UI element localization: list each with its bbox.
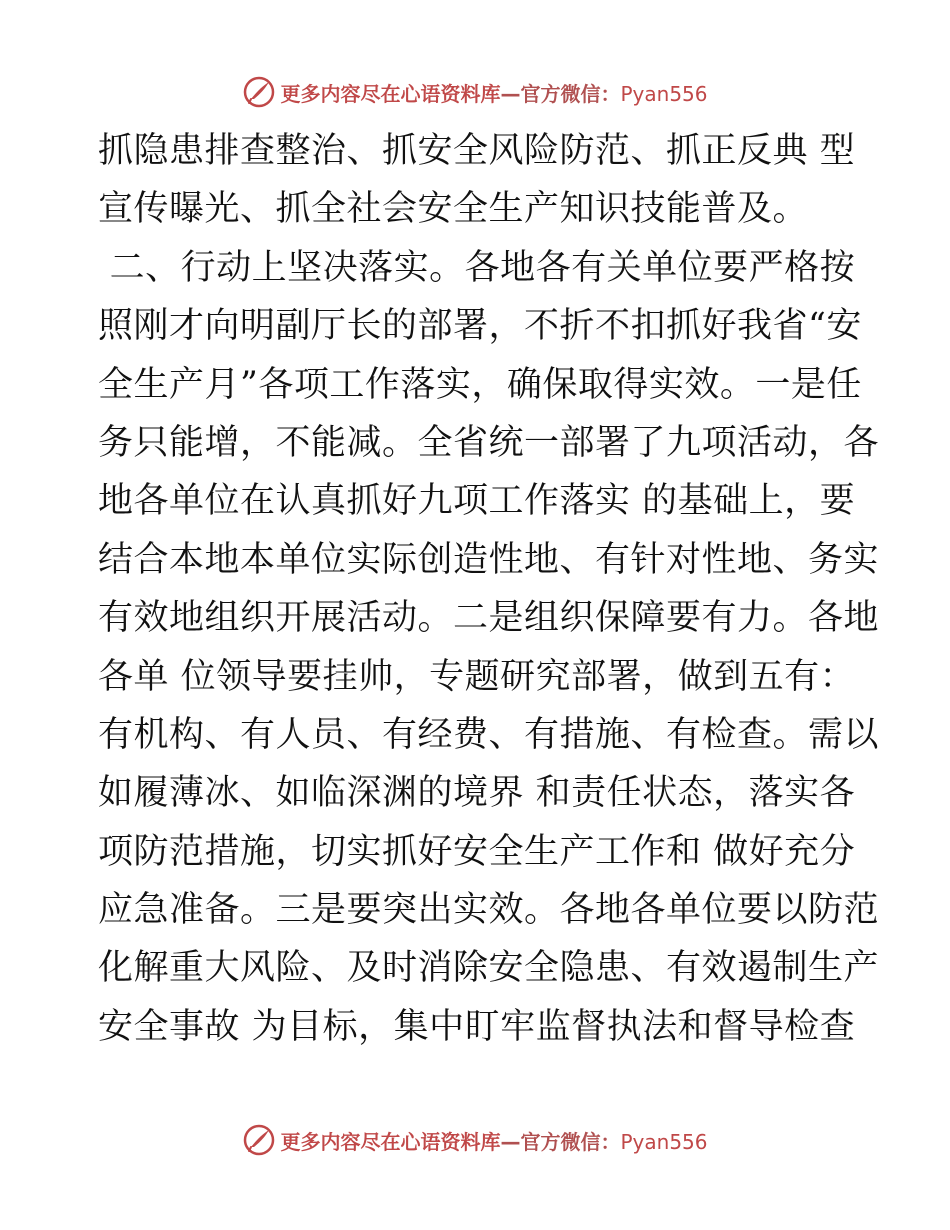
body-line: 抓隐患排查整治、抓安全风险防范、抓正反典 型 [98, 131, 856, 171]
header-banner-main: 更多内容尽在心语资料库 [280, 81, 501, 106]
footer-banner-text [280, 1126, 707, 1155]
footer-banner-sub: —官方微信： [500, 1129, 621, 1154]
body-line: 有效地组织开展活动。二是组织保障要有力。各地 [98, 598, 880, 639]
quill-logo-icon [242, 1123, 276, 1157]
body-line: 项防范措施，切实抓好安全生产工作和 做好充分 [98, 831, 856, 872]
quill-logo-icon [242, 75, 276, 109]
body-line: 全生产月”各项工作落实，确保取得实效。一是任 [98, 364, 862, 405]
body-line: 二、行动上坚决落实。各地各有关单位要严格按 [98, 247, 856, 288]
body-line: 宣传曝光、抓全社会安全生产知识技能普及。 [98, 189, 809, 230]
body-line: 应急准备。三是要突出实效。各地各单位要以防范 [98, 890, 880, 931]
body-line: 安全事故 为目标，集中盯牢监督执法和督导检查 [98, 1006, 856, 1047]
footer-banner [0, 1120, 950, 1160]
header-banner [0, 72, 950, 112]
header-banner-text [280, 78, 707, 107]
body-line: 务只能增，不能减。全省统一部署了九项活动，各 [98, 422, 880, 463]
body-line: 照刚才向明副厅长的部署，不折不扣抓好我省“安 [98, 306, 862, 347]
body-line: 地各单位在认真抓好九项工作落实 的基础上，要 [98, 481, 856, 522]
footer-banner-id: Pyan556 [620, 1129, 708, 1154]
body-line: 结合本地本单位实际创造性地、有针对性地、务实 [98, 539, 880, 580]
document-body [98, 122, 880, 1056]
body-line: 如履薄冰、如临深渊的境界 和责任状态，落实各 [98, 773, 856, 814]
body-line: 有机构、有人员、有经费、有措施、有检查。需以 [98, 714, 880, 755]
header-banner-sub: —官方微信： [500, 81, 621, 106]
footer-banner-main: 更多内容尽在心语资料库 [280, 1129, 501, 1154]
body-line: 各单 位领导要挂帅，专题研究部署，做到五有： [98, 656, 856, 697]
body-line: 化解重大风险、及时消除安全隐患、有效遏制生产 [98, 948, 880, 989]
header-banner-id: Pyan556 [620, 81, 708, 106]
